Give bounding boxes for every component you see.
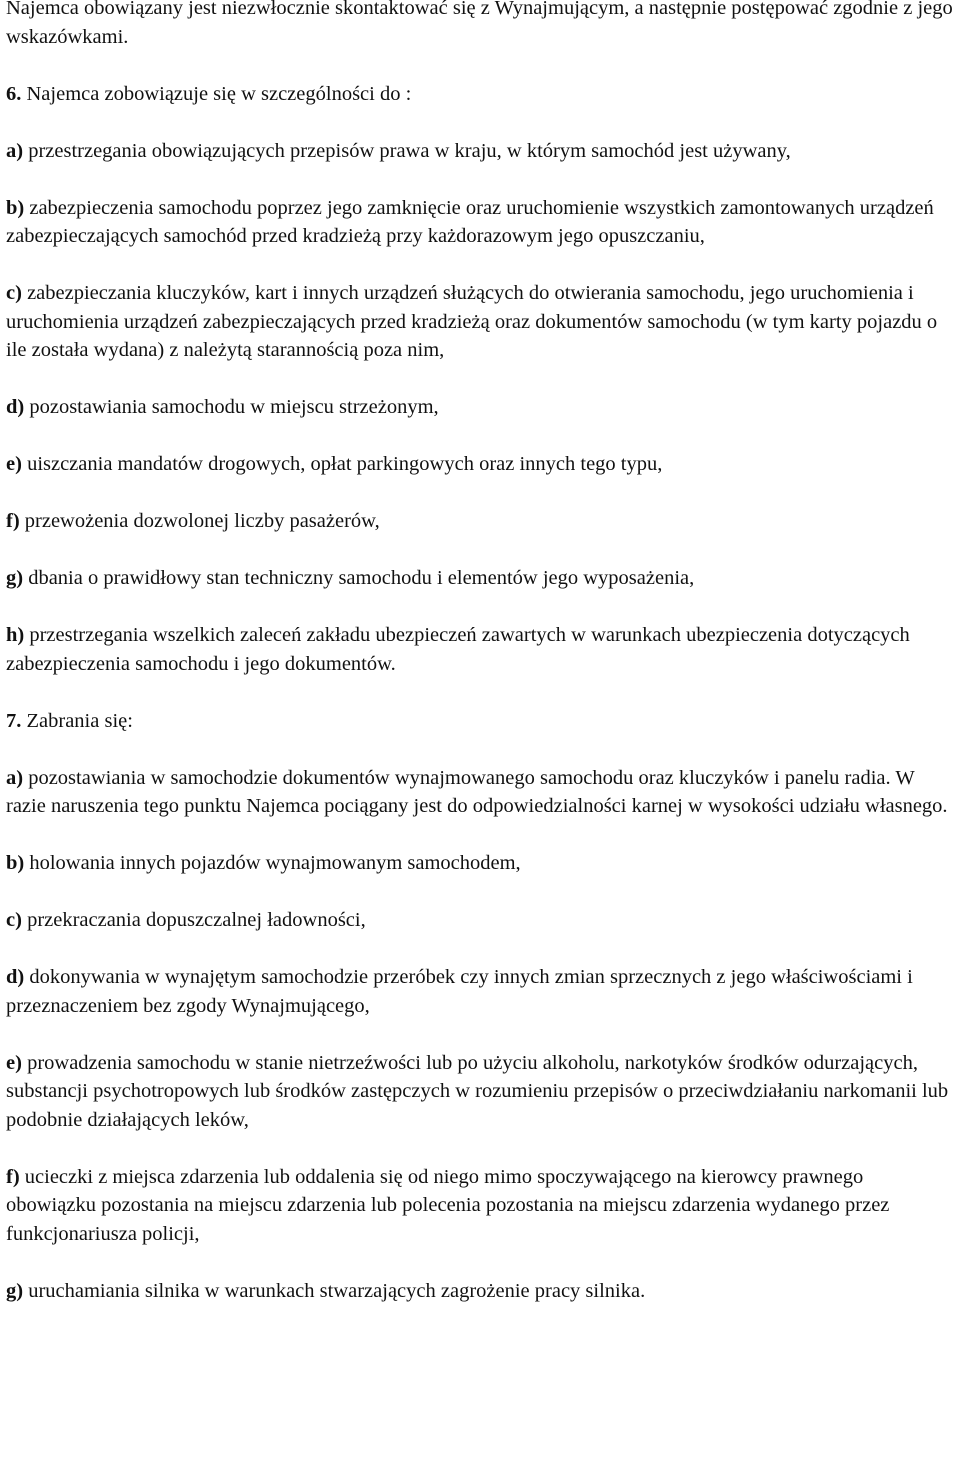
section-7-heading-text: Zabrania się:	[21, 709, 133, 732]
section-6-item-a	[6, 137, 956, 166]
section-6-item-c	[6, 279, 956, 365]
item-letter: d)	[6, 396, 25, 418]
item-text: przekraczania dopuszczalnej ładowności,	[21, 909, 366, 931]
item-text: prowadzenia samochodu w stanie nietrzeźwości lub po użyciu alkoholu, narkotyków środków odurzających, substancji psychotropowych lub środków zastępczych w rozumieniu przepisów o przeciwdziałaniu narkomanii lub podobnie działających leków,	[6, 1051, 949, 1131]
intro-paragraph: Najemca obowiązany jest niezwłocznie skontaktować się z Wynajmującym, a następnie postępować zgodnie z jego wskazówkami.	[6, 0, 953, 48]
item-letter: c)	[6, 909, 22, 931]
section-7-item-b	[6, 849, 956, 878]
item-text: ucieczki z miejsca zdarzenia lub oddalenia się od niego mimo spoczywającego na kierowcy prawnego obowiązku pozostania na miejscu zdarzenia lub polecenia pozostania na miejscu zdarzenia wydanego przez funkcjonariusza policji,	[6, 1165, 890, 1245]
section-7-item-c	[6, 906, 956, 935]
item-text: pozostawiania w samochodzie dokumentów wynajmowanego samochodu oraz kluczyków i panelu radia. W razie naruszenia tego punktu Najemca pociągany jest do odpowiedzialności karnej w wysokości udziału własnego.	[6, 766, 948, 817]
item-text: dbania o prawidłowy stan techniczny samochodu i elementów jego wyposażenia,	[23, 567, 695, 589]
section-7-item-e	[6, 1049, 956, 1135]
section-7-item-g	[6, 1277, 956, 1306]
item-letter: h)	[6, 624, 25, 646]
section-6-heading-text: Najemca zobowiązuje się w szczególności do :	[21, 82, 412, 105]
item-text: holowania innych pojazdów wynajmowanym samochodem,	[24, 852, 521, 874]
section-7-number: 7.	[6, 709, 22, 732]
section-6-item-g	[6, 564, 956, 593]
item-text: przestrzegania wszelkich zaleceń zakładu ubezpieczeń zawartych w warunkach ubezpieczenia dotyczących zabezpieczenia samochodu i jego dokumentów.	[6, 624, 910, 675]
section-6-item-f	[6, 507, 956, 536]
item-text: dokonywania w wynajętym samochodzie przeróbek czy innych zmian sprzecznych z jego właściwościami i przeznaczeniem bez zgody Wynajmującego,	[6, 966, 913, 1017]
item-text: zabezpieczenia samochodu poprzez jego zamknięcie oraz uruchomienie wszystkich zamontowanych urządzeń zabezpieczających samochód przed kradzieżą przy każdorazowym jego opuszczaniu,	[6, 196, 934, 247]
item-letter: b)	[6, 852, 25, 874]
section-7-item-d	[6, 963, 956, 1020]
section-6-item-h	[6, 621, 956, 678]
section-6-heading	[6, 80, 956, 109]
section-7-item-f	[6, 1163, 956, 1249]
item-letter: a)	[6, 139, 24, 162]
item-text: pozostawiania samochodu w miejscu strzeżonym,	[24, 396, 439, 418]
item-letter: a)	[6, 766, 24, 789]
item-letter: g)	[6, 567, 24, 589]
item-text: przewożenia dozwolonej liczby pasażerów,	[19, 510, 380, 532]
document-page	[6, 0, 956, 1334]
item-letter: d)	[6, 966, 25, 988]
section-7-heading	[6, 707, 956, 736]
section-6-item-d	[6, 393, 956, 422]
section-6-item-b	[6, 194, 956, 251]
item-letter: c)	[6, 282, 22, 304]
item-text: uruchamiania silnika w warunkach stwarzających zagrożenie pracy silnika.	[23, 1279, 646, 1302]
item-letter: f)	[6, 1165, 20, 1188]
item-letter: b)	[6, 196, 25, 219]
item-text: uiszczania mandatów drogowych, opłat parkingowych oraz innych tego typu,	[21, 453, 663, 475]
item-letter: f)	[6, 510, 20, 532]
section-6-number: 6.	[6, 82, 22, 105]
item-letter: e)	[6, 453, 22, 475]
section-7-item-a	[6, 764, 956, 821]
item-text: przestrzegania obowiązujących przepisów prawa w kraju, w którym samochód jest używany,	[23, 139, 791, 162]
item-letter: e)	[6, 1051, 22, 1074]
section-6-item-e	[6, 450, 956, 479]
item-letter: g)	[6, 1279, 24, 1302]
item-text: zabezpieczania kluczyków, kart i innych urządzeń służących do otwierania samochodu, jego uruchomienia i uruchomienia urządzeń zabezpieczających przed kradzieżą oraz dokumentów samochodu (w tym karty pojazdu o ile została wydana) z należytą starannością poza nim,	[6, 282, 938, 361]
